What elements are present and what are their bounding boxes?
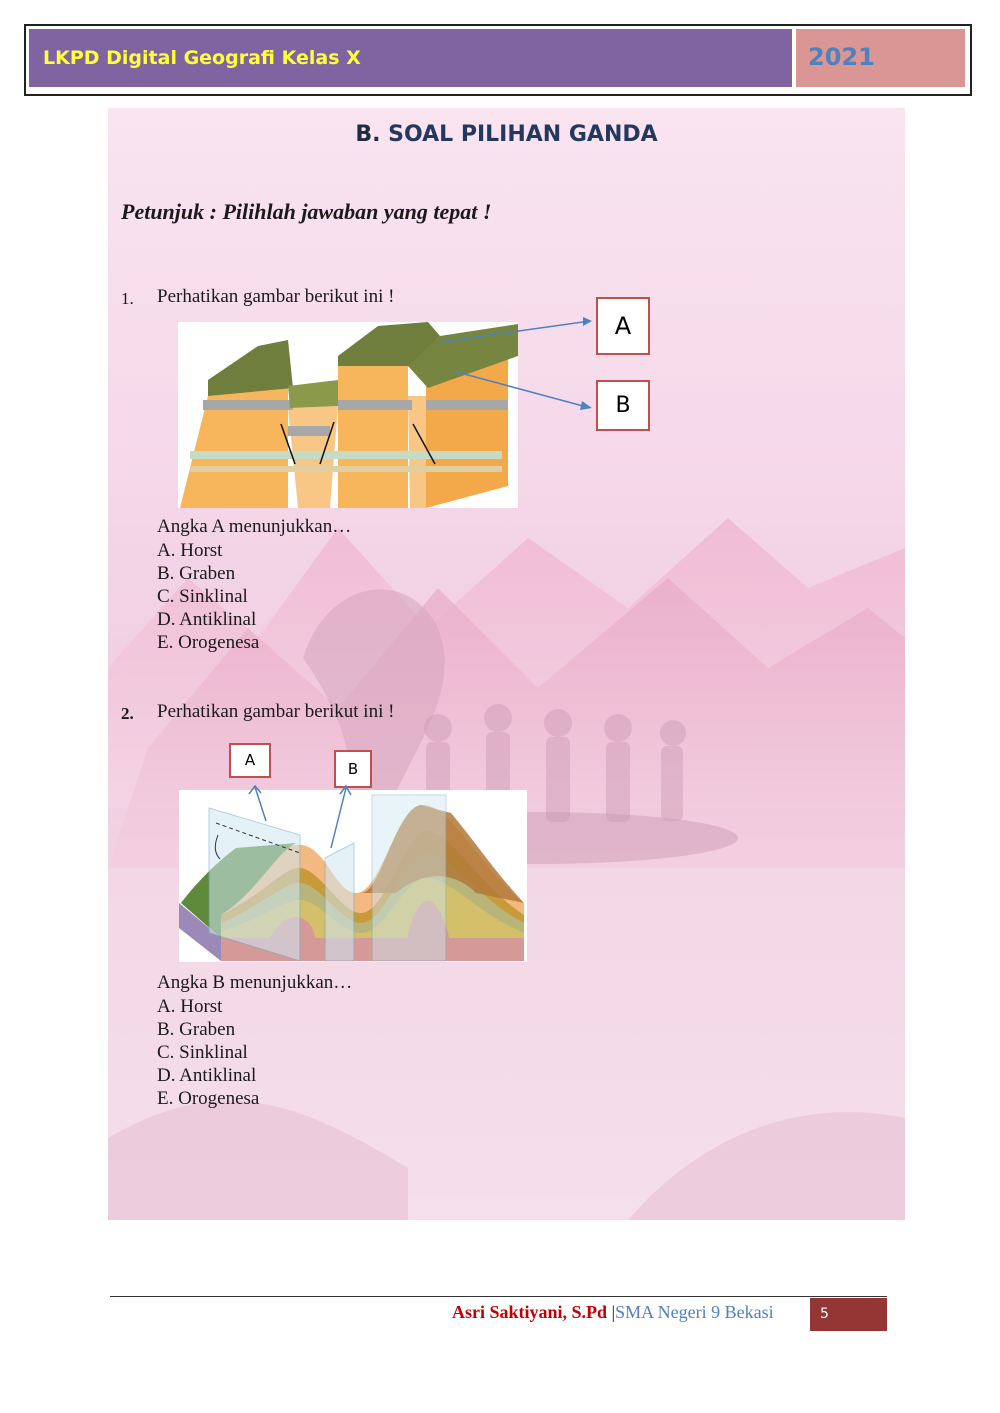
q1-label-b: B bbox=[596, 380, 650, 431]
footer-divider bbox=[110, 1296, 887, 1297]
question-2-text: Perhatikan gambar berikut ini ! bbox=[157, 701, 395, 722]
header-year: 2021 bbox=[808, 43, 875, 71]
header-title-box bbox=[29, 29, 792, 87]
q1-option-c[interactable]: C. Sinklinal bbox=[157, 586, 248, 607]
footer-credit bbox=[452, 1302, 774, 1323]
question-1-options bbox=[157, 539, 259, 654]
page-header bbox=[24, 24, 972, 96]
q1-label-a: A bbox=[596, 297, 650, 355]
fold-diagram bbox=[176, 783, 528, 963]
q2-label-a: A bbox=[229, 743, 271, 778]
q2-option-b[interactable]: B. Graben bbox=[157, 1019, 236, 1040]
section-letter: B. bbox=[355, 122, 381, 147]
page-number: 5 bbox=[820, 1306, 829, 1322]
section-title bbox=[108, 122, 905, 147]
q1-option-b[interactable]: B. Graben bbox=[157, 563, 236, 584]
q1-option-d[interactable]: D. Antiklinal bbox=[157, 609, 257, 630]
question-2-prompt: Angka B menunjukkan… bbox=[157, 972, 353, 993]
header-year-box bbox=[796, 29, 965, 87]
q2-option-c[interactable]: C. Sinklinal bbox=[157, 1042, 248, 1063]
q2-option-a[interactable]: A. Horst bbox=[157, 996, 223, 1017]
q2-label-b: B bbox=[334, 750, 372, 788]
question-1-prompt: Angka A menunjukkan… bbox=[157, 516, 352, 537]
q2-option-e[interactable]: E. Orogenesa bbox=[157, 1088, 260, 1109]
instruction-text: Petunjuk : Pilihlah jawaban yang tepat ! bbox=[121, 199, 492, 224]
q1-option-e[interactable]: E. Orogenesa bbox=[157, 632, 260, 653]
question-2-number: 2. bbox=[121, 704, 134, 723]
question-2-options bbox=[157, 995, 259, 1110]
footer-author: Asri Saktiyani, S.Pd bbox=[452, 1302, 608, 1322]
footer-separator: | bbox=[607, 1302, 616, 1322]
section-title-text: SOAL PILIHAN GANDA bbox=[388, 122, 658, 147]
page-number-box bbox=[810, 1298, 887, 1331]
question-1-text: Perhatikan gambar berikut ini ! bbox=[157, 286, 395, 307]
q1-option-a[interactable]: A. Horst bbox=[157, 540, 223, 561]
footer-school: SMA Negeri 9 Bekasi bbox=[615, 1302, 774, 1322]
question-1-number: 1. bbox=[121, 289, 134, 308]
q2-option-d[interactable]: D. Antiklinal bbox=[157, 1065, 257, 1086]
horst-graben-diagram bbox=[178, 296, 658, 510]
header-title: LKPD Digital Geografi Kelas X bbox=[43, 47, 361, 69]
